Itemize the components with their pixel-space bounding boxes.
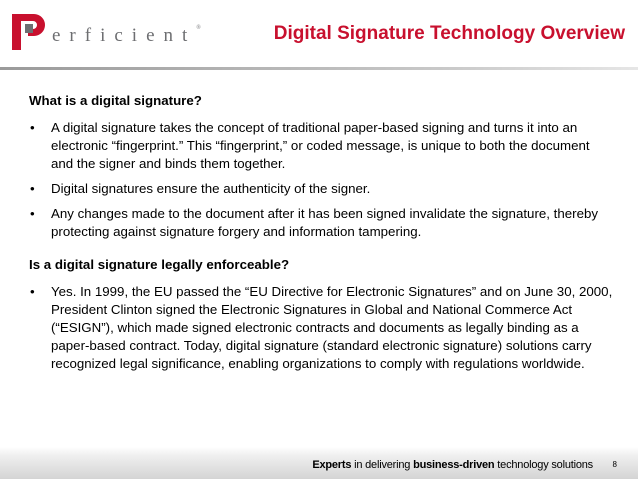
header-divider	[0, 67, 638, 70]
perficient-p-logo-icon	[12, 12, 48, 52]
bullet-marker: •	[30, 206, 35, 221]
bullet-marker: •	[30, 284, 35, 299]
bullet-text: Yes. In 1999, the EU passed the “EU Directive for Electronic Signatures” and on June 30, 2000, President Clinton signed the Electronic Signatures in Global and National Commerce Act (“ESIGN”), which made signed electronic contracts and documents as legally binding as a paper-based contract. Today, digital signature (standard electronic signature) solutions carry recognized legal significance, enabling organizations to comply with regulations worldwide.	[51, 284, 613, 371]
bullet-marker: •	[30, 181, 35, 196]
slide-title: Digital Signature Technology Overview	[273, 23, 625, 44]
bullet-item	[29, 119, 614, 173]
section-heading-legal: Is a digital signature legally enforceable?	[29, 257, 290, 272]
slide-header	[0, 0, 638, 70]
bullet-marker: •	[30, 120, 35, 135]
slide-content	[29, 92, 614, 380]
footer-tagline: Experts in delivering business-driven technology solutions	[312, 459, 593, 471]
bullet-text: Digital signatures ensure the authenticity of the signer.	[51, 181, 371, 196]
bullet-text: A digital signature takes the concept of traditional paper-based signing and turns it into an electronic “fingerprint.” This “fingerprint,” or coded message, is unique to both the document and the signer and binds them together.	[51, 120, 590, 171]
perficient-logo	[12, 12, 201, 52]
bullet-item	[29, 180, 614, 198]
bullet-text: Any changes made to the document after it has been signed invalidate the signature, thereby protecting against signature forgery and information tampering.	[51, 206, 599, 239]
bullet-item	[29, 205, 614, 241]
bullet-item	[29, 283, 614, 373]
logo-wordmark: erficient®	[52, 25, 201, 46]
page-number: 8	[612, 460, 617, 469]
section-heading-what: What is a digital signature?	[29, 93, 202, 108]
